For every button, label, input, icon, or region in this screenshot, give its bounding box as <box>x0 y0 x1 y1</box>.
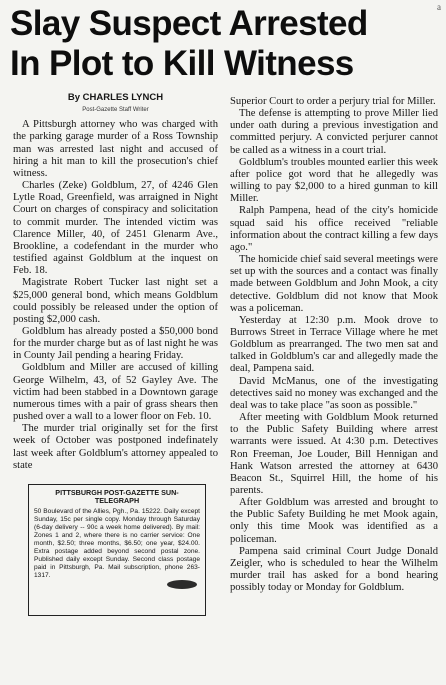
paragraph: Goldblum's troubles mounted earlier this week after police got word that he allegedly was willing to pay $2,000 to a hired gunman to kill Miller. <box>230 156 438 205</box>
paragraph: The homicide chief said several meetings were set up with the sources and a contact was finally made between Goldblum and John Mook, a city detective. Goldblum did not know that Mook was a policeman. <box>230 254 438 314</box>
paragraph: Ralph Pampena, head of the city's homicide squad said his office received "reliable information about the contract killing a few days ago." <box>230 205 438 253</box>
masthead-box <box>28 484 206 616</box>
paragraph: Goldblum and Miller are accused of killing George Wilhelm, 43, of 52 Gayley Ave. The victim had been stabbed in a Downtown garage numerous times with a pair of grass shears then pushed over a wall to a lower floor on Feb. 10. <box>13 362 218 423</box>
headline-line-1: Slay Suspect Arrested <box>10 4 368 43</box>
paragraph: Yesterday at 12:30 p.m. Mook drove to Burrows Street in Terrace Village where he met Goldblum as prearranged. The two men sat and talked in Goldblum's car and allegedly made the deal, Pampena said. <box>230 314 438 375</box>
paragraph: Goldblum has already posted a $50,000 bond for the murder charge but as of last night he was in County Jail pending a hearing Friday. <box>13 325 218 362</box>
headline-line-2: In Plot to Kill Witness <box>10 44 354 83</box>
edge-mark: a <box>437 2 441 12</box>
masthead-title: PITTSBURGH POST-GAZETTE SUN-TELEGRAPH <box>55 488 179 505</box>
paragraph: After Goldblum was arrested and brought to the Public Safety Building he met Mook again, only this time Mook was identified as a policeman. <box>230 497 438 545</box>
paragraph: A Pittsburgh attorney who was charged with the parking garage murder of a Ross Township man was arrested last night and accused of hiring a hit man to kill the prosecution's chief witness. <box>13 119 218 179</box>
paragraph: The defense is attempting to prove Miller lied under oath during a previous investigation and committed perjury. A convicted perjurer cannot be called as a witness in a court trial. <box>230 108 438 156</box>
paragraph: Pampena said criminal Court Judge Donald Zeigler, who is scheduled to hear the Wilhelm murder trail has asked for a bond hearing possibly today or Monday for Goldblum. <box>230 545 438 594</box>
paragraph: After meeting with Goldblum Mook returned to the Public Safety Building where arrest warrants were issued. At 4:30 p.m. Detectives Ron Freeman, Joe Louder, Bill Hennigan and Hank Watson arrested the attorney at 6430 Beacon St., Squirrel Hill, the home of his parents. <box>230 412 438 496</box>
paragraph: Charles (Zeke) Goldblum, 27, of 4246 Glen Lytle Road, Greenfield, was arraigned in Night Court on charges of conspiracy and solicitation to commit murder. The intended victim was Clarence Miller, 40, of 2451 Glenarm Ave., Brookline, a codefendant in the murder who testified against Goldblum at the inquest on Feb. 18. <box>13 180 218 277</box>
article-column-right <box>230 96 438 594</box>
article-column-left <box>13 92 218 472</box>
masthead-body: 50 Boulevard of the Allies, Pgh., Pa. 15222. Daily except Sunday, 15c per single copy. Monday through Saturday (6-day delivery -- 90c a week home delivered). By mail: Zones 1 and 2, where there is no carrier service: One month, $2.50; three months, $6.50; one year, $24.00. Extra postage added beyond second postal zone. Published daily except Sunday. Second class postage paid in Pittsburgh, Pa. Mail subscription, phone 263-1317. <box>34 508 200 579</box>
postal-logo-icon <box>167 580 197 589</box>
byline: By CHARLES LYNCH <box>67 92 164 103</box>
paragraph: The murder trial originally set for the first week of October was postponed indefinately last week after Goldblum's attorney appealed to state <box>13 423 218 471</box>
paragraph: Magistrate Robert Tucker last night set a $25,000 general bond, which means Goldblum could possibly be released under the option of posting $2,000 cash. <box>13 277 218 325</box>
paragraph: David McManus, one of the investigating detectives said no money was exchanged and the deal was to take place "as soon as possible." <box>230 375 438 411</box>
paragraph: Superior Court to order a perjury trial for Miller. <box>230 96 436 107</box>
byline-subtitle: Post-Gazette Staff Writer <box>82 107 149 114</box>
headline <box>10 4 440 84</box>
